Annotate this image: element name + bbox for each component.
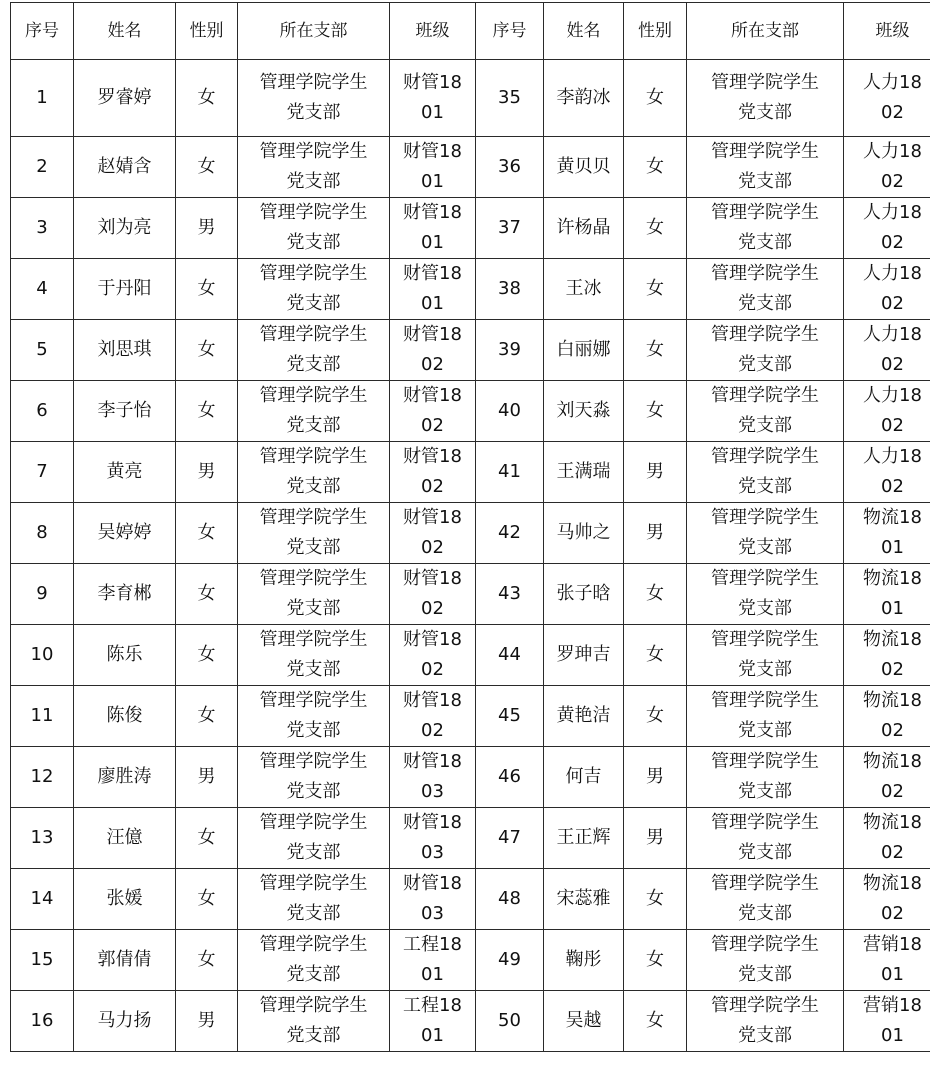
- member-class-cell: [390, 198, 476, 259]
- member-class-cell: [390, 808, 476, 869]
- member-class-cell: [844, 991, 930, 1052]
- header-branch-left: 所在支部: [238, 3, 390, 60]
- member-branch-cell: [238, 991, 390, 1052]
- member-branch: 管理学院学生党支部: [259, 141, 368, 192]
- member-gender-cell: 女: [624, 381, 687, 442]
- member-gender-cell: 女: [176, 60, 238, 137]
- table-row: [11, 381, 930, 442]
- member-number-cell: 14: [11, 869, 74, 930]
- member-branch-cell: [238, 381, 390, 442]
- member-branch-cell: [687, 869, 844, 930]
- member-number-cell: 12: [11, 747, 74, 808]
- member-name-cell: 黄亮: [74, 442, 176, 503]
- header-class-right: 班级: [844, 3, 930, 60]
- member-gender-cell: 女: [176, 869, 238, 930]
- member-branch-cell: [687, 564, 844, 625]
- table-row: [11, 60, 930, 137]
- member-name-cell: 罗珅吉: [544, 625, 624, 686]
- member-class-cell: [844, 259, 930, 320]
- member-branch-cell: [238, 503, 390, 564]
- member-branch-cell: [687, 137, 844, 198]
- member-class: 财管1801: [403, 202, 462, 253]
- table-row: [11, 503, 930, 564]
- member-number-cell: 6: [11, 381, 74, 442]
- member-number-cell: 9: [11, 564, 74, 625]
- member-branch-cell: [238, 869, 390, 930]
- member-branch: 管理学院学生党支部: [259, 446, 368, 497]
- member-branch-cell: [687, 442, 844, 503]
- member-class: 营销1801: [863, 934, 922, 985]
- member-gender-cell: 女: [176, 320, 238, 381]
- member-number-cell: 42: [476, 503, 544, 564]
- table-row: [11, 991, 930, 1052]
- member-branch: 管理学院学生党支部: [259, 873, 368, 924]
- member-branch-cell: [238, 564, 390, 625]
- member-number-cell: 36: [476, 137, 544, 198]
- member-class: 物流1801: [863, 568, 922, 619]
- member-class-cell: [390, 991, 476, 1052]
- member-number-cell: 11: [11, 686, 74, 747]
- member-number-cell: 13: [11, 808, 74, 869]
- member-name-cell: 鞠彤: [544, 930, 624, 991]
- member-class: 营销1801: [863, 995, 922, 1046]
- member-number-cell: 2: [11, 137, 74, 198]
- member-gender-cell: 男: [624, 808, 687, 869]
- member-branch-cell: [687, 747, 844, 808]
- member-gender-cell: 女: [624, 320, 687, 381]
- member-branch: 管理学院学生党支部: [259, 568, 368, 619]
- member-number-cell: 8: [11, 503, 74, 564]
- member-gender-cell: 女: [624, 198, 687, 259]
- header-row: [11, 3, 930, 60]
- member-branch: 管理学院学生党支部: [711, 629, 819, 680]
- member-number-cell: 16: [11, 991, 74, 1052]
- member-class-cell: [844, 320, 930, 381]
- member-branch-cell: [687, 686, 844, 747]
- member-branch: 管理学院学生党支部: [711, 507, 819, 558]
- member-class: 财管1802: [403, 324, 462, 375]
- member-class: 物流1802: [863, 629, 922, 680]
- member-number-cell: 45: [476, 686, 544, 747]
- table-row: [11, 625, 930, 686]
- member-number-cell: 43: [476, 564, 544, 625]
- member-class: 物流1802: [863, 690, 922, 741]
- member-branch-cell: [238, 137, 390, 198]
- member-class: 财管1802: [403, 568, 462, 619]
- member-branch: 管理学院学生党支部: [711, 72, 819, 123]
- member-name-cell: 张子晗: [544, 564, 624, 625]
- member-branch: 管理学院学生党支部: [259, 324, 368, 375]
- table-row: [11, 747, 930, 808]
- member-class: 物流1802: [863, 873, 922, 924]
- member-branch-cell: [238, 808, 390, 869]
- table-row: [11, 198, 930, 259]
- member-branch: 管理学院学生党支部: [711, 751, 819, 802]
- member-name-cell: 刘思琪: [74, 320, 176, 381]
- member-branch: 管理学院学生党支部: [259, 263, 368, 314]
- member-class: 财管1801: [403, 141, 462, 192]
- member-number-cell: 41: [476, 442, 544, 503]
- table-row: [11, 930, 930, 991]
- member-branch-cell: [238, 60, 390, 137]
- member-name-cell: 罗睿婷: [74, 60, 176, 137]
- member-class-cell: [844, 503, 930, 564]
- member-gender-cell: 女: [176, 564, 238, 625]
- member-number-cell: 35: [476, 60, 544, 137]
- member-class: 物流1801: [863, 507, 922, 558]
- member-class-cell: [844, 930, 930, 991]
- member-number-cell: 44: [476, 625, 544, 686]
- member-number-cell: 10: [11, 625, 74, 686]
- header-class-left: 班级: [390, 3, 476, 60]
- member-name-cell: 何吉: [544, 747, 624, 808]
- member-branch-cell: [687, 381, 844, 442]
- member-branch: 管理学院学生党支部: [711, 568, 819, 619]
- table-row: [11, 259, 930, 320]
- member-class: 物流1802: [863, 751, 922, 802]
- member-number-cell: 7: [11, 442, 74, 503]
- member-class-cell: [390, 503, 476, 564]
- member-name-cell: 郭倩倩: [74, 930, 176, 991]
- member-branch-cell: [238, 198, 390, 259]
- member-branch: 管理学院学生党支部: [259, 812, 368, 863]
- member-class: 工程1801: [403, 934, 462, 985]
- member-gender-cell: 女: [176, 137, 238, 198]
- member-name-cell: 黄艳洁: [544, 686, 624, 747]
- member-branch: 管理学院学生党支部: [259, 507, 368, 558]
- member-branch: 管理学院学生党支部: [259, 934, 368, 985]
- member-name-cell: 白丽娜: [544, 320, 624, 381]
- member-class-cell: [844, 747, 930, 808]
- member-gender-cell: 女: [624, 686, 687, 747]
- member-class: 财管1802: [403, 385, 462, 436]
- member-class-cell: [844, 442, 930, 503]
- member-branch-cell: [238, 686, 390, 747]
- member-branch-cell: [238, 747, 390, 808]
- member-number-cell: 5: [11, 320, 74, 381]
- member-name-cell: 马帅之: [544, 503, 624, 564]
- member-gender-cell: 男: [624, 442, 687, 503]
- member-branch: 管理学院学生党支部: [711, 995, 819, 1046]
- member-number-cell: 48: [476, 869, 544, 930]
- member-class: 财管1802: [403, 629, 462, 680]
- member-class: 财管1802: [403, 690, 462, 741]
- member-branch-cell: [687, 320, 844, 381]
- member-number-cell: 40: [476, 381, 544, 442]
- member-name-cell: 黄贝贝: [544, 137, 624, 198]
- member-branch: 管理学院学生党支部: [711, 385, 819, 436]
- member-class: 财管1803: [403, 812, 462, 863]
- member-number-cell: 3: [11, 198, 74, 259]
- member-class-cell: [390, 869, 476, 930]
- member-branch: 管理学院学生党支部: [259, 385, 368, 436]
- member-gender-cell: 女: [624, 930, 687, 991]
- member-class: 财管1802: [403, 446, 462, 497]
- member-branch-cell: [687, 60, 844, 137]
- member-class-cell: [390, 259, 476, 320]
- member-class: 财管1801: [403, 72, 462, 123]
- member-gender-cell: 女: [624, 564, 687, 625]
- member-gender-cell: 男: [176, 442, 238, 503]
- member-name-cell: 汪億: [74, 808, 176, 869]
- member-branch: 管理学院学生党支部: [259, 995, 368, 1046]
- member-number-cell: 38: [476, 259, 544, 320]
- member-branch: 管理学院学生党支部: [711, 873, 819, 924]
- member-branch-cell: [687, 503, 844, 564]
- member-branch: 管理学院学生党支部: [259, 72, 368, 123]
- member-branch: 管理学院学生党支部: [711, 202, 819, 253]
- header-no-right: 序号: [476, 3, 544, 60]
- member-gender-cell: 女: [176, 808, 238, 869]
- member-branch-cell: [238, 259, 390, 320]
- member-class-cell: [844, 381, 930, 442]
- member-class: 人力1802: [863, 263, 922, 314]
- member-gender-cell: 女: [624, 60, 687, 137]
- member-gender-cell: 女: [176, 686, 238, 747]
- member-branch: 管理学院学生党支部: [259, 202, 368, 253]
- member-number-cell: 37: [476, 198, 544, 259]
- member-number-cell: 1: [11, 60, 74, 137]
- member-number-cell: 39: [476, 320, 544, 381]
- member-class-cell: [390, 320, 476, 381]
- member-branch-cell: [687, 991, 844, 1052]
- member-class: 财管1803: [403, 873, 462, 924]
- member-class: 财管1802: [403, 507, 462, 558]
- member-class-cell: [390, 686, 476, 747]
- member-gender-cell: 女: [176, 625, 238, 686]
- table-row: [11, 442, 930, 503]
- member-class-cell: [844, 60, 930, 137]
- member-class: 财管1803: [403, 751, 462, 802]
- member-name-cell: 陈俊: [74, 686, 176, 747]
- member-class-cell: [390, 137, 476, 198]
- table-row: [11, 137, 930, 198]
- member-branch-cell: [687, 930, 844, 991]
- member-branch: 管理学院学生党支部: [711, 324, 819, 375]
- member-name-cell: 吴越: [544, 991, 624, 1052]
- member-name-cell: 李韵冰: [544, 60, 624, 137]
- member-class-cell: [390, 381, 476, 442]
- member-class: 人力1802: [863, 202, 922, 253]
- member-class-cell: [844, 198, 930, 259]
- member-branch-cell: [238, 320, 390, 381]
- member-branch: 管理学院学生党支部: [711, 812, 819, 863]
- member-name-cell: 李育郴: [74, 564, 176, 625]
- member-branch-cell: [687, 808, 844, 869]
- member-gender-cell: 女: [176, 503, 238, 564]
- member-number-cell: 50: [476, 991, 544, 1052]
- table-row: [11, 320, 930, 381]
- member-name-cell: 刘天淼: [544, 381, 624, 442]
- member-gender-cell: 男: [624, 503, 687, 564]
- member-name-cell: 许杨晶: [544, 198, 624, 259]
- member-gender-cell: 女: [176, 381, 238, 442]
- member-gender-cell: 女: [624, 259, 687, 320]
- member-branch-cell: [238, 442, 390, 503]
- member-number-cell: 4: [11, 259, 74, 320]
- member-branch-cell: [687, 625, 844, 686]
- member-gender-cell: 男: [176, 198, 238, 259]
- member-name-cell: 王正辉: [544, 808, 624, 869]
- member-class-cell: [390, 564, 476, 625]
- member-name-cell: 宋蕊雅: [544, 869, 624, 930]
- member-class-cell: [844, 564, 930, 625]
- member-name-cell: 陈乐: [74, 625, 176, 686]
- header-name-left: 姓名: [74, 3, 176, 60]
- member-class-cell: [390, 747, 476, 808]
- table-row: [11, 869, 930, 930]
- member-class-cell: [390, 442, 476, 503]
- table-row: [11, 686, 930, 747]
- member-branch: 管理学院学生党支部: [711, 446, 819, 497]
- member-class: 人力1802: [863, 72, 922, 123]
- roster-body: [11, 60, 930, 1052]
- member-branch: 管理学院学生党支部: [711, 263, 819, 314]
- member-class-cell: [844, 686, 930, 747]
- member-number-cell: 15: [11, 930, 74, 991]
- member-name-cell: 廖胜涛: [74, 747, 176, 808]
- member-gender-cell: 男: [624, 747, 687, 808]
- member-roster-table: [10, 2, 930, 1052]
- member-gender-cell: 女: [176, 259, 238, 320]
- member-class-cell: [844, 137, 930, 198]
- member-gender-cell: 女: [176, 930, 238, 991]
- member-gender-cell: 男: [176, 747, 238, 808]
- member-class: 人力1802: [863, 324, 922, 375]
- header-branch-right: 所在支部: [687, 3, 844, 60]
- member-branch: 管理学院学生党支部: [711, 690, 819, 741]
- member-class-cell: [844, 625, 930, 686]
- member-branch-cell: [238, 625, 390, 686]
- member-gender-cell: 女: [624, 869, 687, 930]
- header-gender-right: 性别: [624, 3, 687, 60]
- member-branch-cell: [238, 930, 390, 991]
- member-number-cell: 49: [476, 930, 544, 991]
- header-gender-left: 性别: [176, 3, 238, 60]
- header-name-right: 姓名: [544, 3, 624, 60]
- member-number-cell: 46: [476, 747, 544, 808]
- member-branch: 管理学院学生党支部: [259, 690, 368, 741]
- member-name-cell: 吴婷婷: [74, 503, 176, 564]
- member-class-cell: [390, 60, 476, 137]
- member-name-cell: 刘为亮: [74, 198, 176, 259]
- member-name-cell: 赵婧含: [74, 137, 176, 198]
- member-name-cell: 于丹阳: [74, 259, 176, 320]
- member-class: 人力1802: [863, 385, 922, 436]
- member-name-cell: 李子怡: [74, 381, 176, 442]
- member-class-cell: [390, 625, 476, 686]
- member-class: 物流1802: [863, 812, 922, 863]
- member-name-cell: 马力扬: [74, 991, 176, 1052]
- member-branch: 管理学院学生党支部: [259, 751, 368, 802]
- member-branch-cell: [687, 198, 844, 259]
- member-branch: 管理学院学生党支部: [711, 141, 819, 192]
- member-class: 人力1802: [863, 141, 922, 192]
- table-row: [11, 564, 930, 625]
- header-no-left: 序号: [11, 3, 74, 60]
- member-name-cell: 王满瑞: [544, 442, 624, 503]
- member-number-cell: 47: [476, 808, 544, 869]
- table-row: [11, 808, 930, 869]
- member-name-cell: 张媛: [74, 869, 176, 930]
- member-class: 人力1802: [863, 446, 922, 497]
- member-class-cell: [844, 808, 930, 869]
- member-branch-cell: [687, 259, 844, 320]
- member-gender-cell: 女: [624, 991, 687, 1052]
- member-class-cell: [390, 930, 476, 991]
- member-class-cell: [844, 869, 930, 930]
- member-gender-cell: 女: [624, 625, 687, 686]
- member-branch: 管理学院学生党支部: [259, 629, 368, 680]
- member-class: 财管1801: [403, 263, 462, 314]
- member-branch: 管理学院学生党支部: [711, 934, 819, 985]
- member-gender-cell: 女: [624, 137, 687, 198]
- member-gender-cell: 男: [176, 991, 238, 1052]
- member-class: 工程1801: [403, 995, 462, 1046]
- member-name-cell: 王冰: [544, 259, 624, 320]
